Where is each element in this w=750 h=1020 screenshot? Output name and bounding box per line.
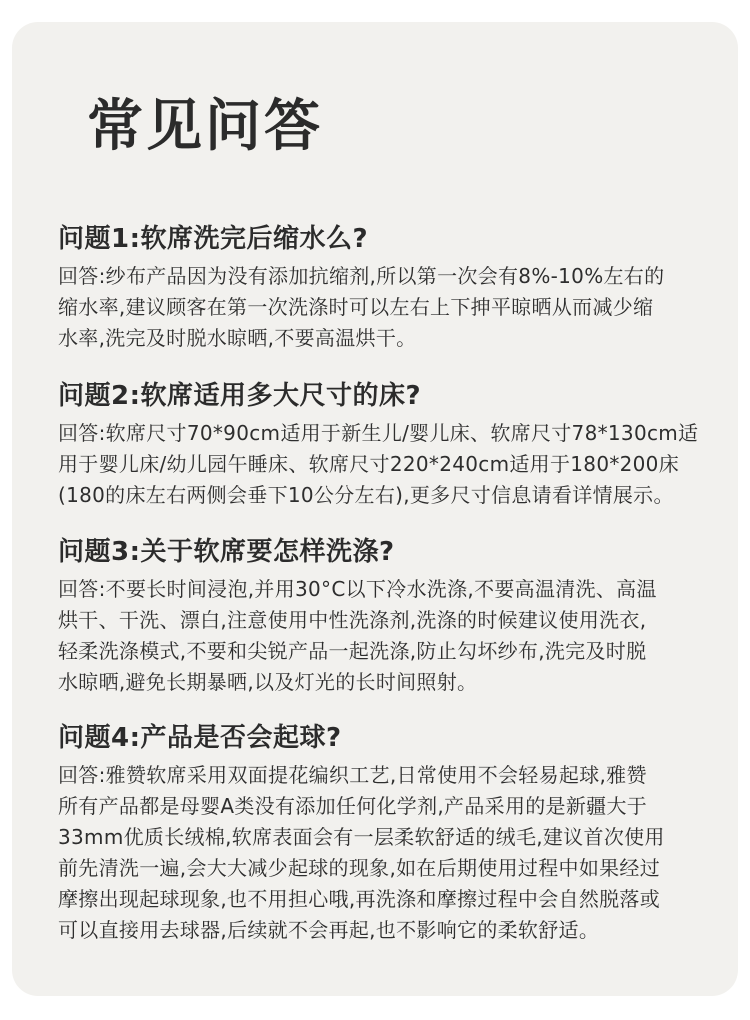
question-3: 问题3:关于软席要怎样洗涤? bbox=[58, 537, 395, 567]
faq-item-1 bbox=[58, 217, 664, 354]
page-title: 常见问答 bbox=[87, 94, 323, 159]
faq-item-2 bbox=[58, 374, 698, 511]
answer-line: 烘干、干洗、漂白,注意使用中性洗涤剂,洗涤的时候建议使用洗衣, bbox=[58, 608, 647, 632]
answer-line: 水率,洗完及时脱水晾晒,不要高温烘干。 bbox=[58, 326, 417, 350]
faq-item-3 bbox=[58, 530, 657, 698]
question-1: 问题1:软席洗完后缩水么? bbox=[58, 224, 369, 254]
answer-line: (180的床左右两侧会垂下10公分左右),更多尺寸信息请看详情展示。 bbox=[58, 483, 674, 507]
answer-line: 用于婴儿床/幼儿园午睡床、软席尺寸220*240cm适用于180*200床 bbox=[58, 452, 680, 476]
faq-card bbox=[12, 22, 738, 996]
answer-line: 摩擦出现起球现象,也不用担心哦,再洗涤和摩擦过程中会自然脱落或 bbox=[58, 887, 661, 911]
answer-line: 水晾晒,避免长期暴晒,以及灯光的长时间照射。 bbox=[58, 670, 478, 694]
answer-3 bbox=[58, 574, 657, 698]
answer-2 bbox=[58, 418, 698, 511]
question-4: 问题4:产品是否会起球? bbox=[58, 723, 342, 753]
answer-line: 回答:雅赞软席采用双面提花编织工艺,日常使用不会轻易起球,雅赞 bbox=[58, 763, 647, 787]
answer-line: 所有产品都是母婴A类没有添加任何化学剂,产品采用的是新疆大于 bbox=[58, 794, 648, 818]
answer-line: 回答:纱布产品因为没有添加抗缩剂,所以第一次会有8%-10%左右的 bbox=[58, 264, 665, 288]
question-2: 问题2:软席适用多大尺寸的床? bbox=[58, 381, 422, 411]
answer-line: 回答:软席尺寸70*90cm适用于新生儿/婴儿床、软席尺寸78*130cm适 bbox=[58, 421, 699, 445]
answer-line: 前先清洗一遍,会大大减少起球的现象,如在后期使用过程中如果经过 bbox=[58, 856, 661, 880]
faq-item-4 bbox=[58, 716, 665, 946]
answer-line: 轻柔洗涤模式,不要和尖锐产品一起洗涤,防止勾坏纱布,洗完及时脱 bbox=[58, 639, 647, 663]
answer-1 bbox=[58, 261, 664, 354]
answer-line: 缩水率,建议顾客在第一次洗涤时可以左右上下抻平晾晒从而减少缩 bbox=[58, 295, 654, 319]
answer-line: 可以直接用去球器,后续就不会再起,也不影响它的柔软舒适。 bbox=[58, 918, 600, 942]
answer-4 bbox=[58, 760, 665, 946]
answer-line: 33mm优质长绒棉,软席表面会有一层柔软舒适的绒毛,建议首次使用 bbox=[58, 825, 665, 849]
answer-line: 回答:不要长时间浸泡,并用30°C以下冷水洗涤,不要高温清洗、高温 bbox=[58, 577, 657, 601]
